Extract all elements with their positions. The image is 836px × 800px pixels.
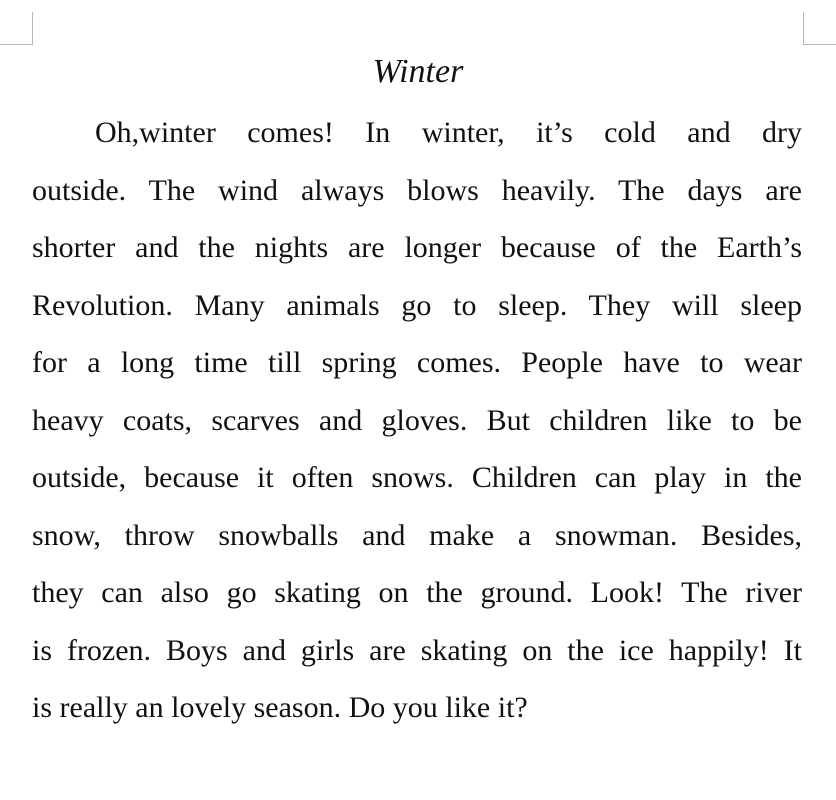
paragraph-line: for a long time till spring comes. People have to wear — [32, 346, 802, 379]
paragraph-line: outside, because it often snows. Children can play in the — [32, 461, 802, 494]
paragraph-line: shorter and the nights are longer because of the Earth’s — [32, 231, 802, 264]
paragraph-line: heavy coats, scarves and gloves. But children like to be — [32, 403, 802, 437]
paragraph-line: outside. The wind always blows heavily. The days are — [32, 173, 802, 207]
margin-corner-mark-right — [803, 12, 836, 45]
paragraph-line: Revolution. Many animals go to sleep. They will sleep — [32, 288, 802, 322]
margin-corner-mark-left — [0, 12, 33, 45]
body-paragraph — [32, 104, 802, 737]
paragraph-line: they can also go skating on the ground. Look! The river — [32, 576, 802, 609]
paragraph-line: Oh,winter comes! In winter, it’s cold and dry — [95, 116, 802, 149]
document-title: Winter — [372, 53, 464, 90]
paragraph-line: is really an lovely season. Do you like it? — [32, 691, 528, 724]
paragraph-line: snow, throw snowballs and make a snowman. Besides, — [32, 518, 802, 552]
paragraph-line: is frozen. Boys and girls are skating on the ice happily! It — [32, 633, 802, 667]
